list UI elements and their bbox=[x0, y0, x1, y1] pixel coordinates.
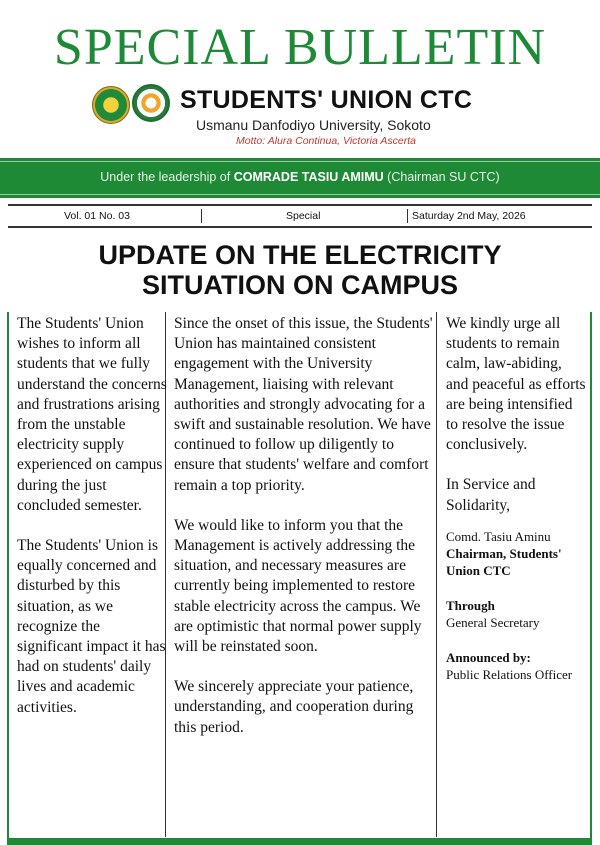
article-column-3 bbox=[446, 314, 586, 701]
signatory-title: Chairman, Students' Union CTC bbox=[446, 545, 562, 578]
paragraph: We sincerely appreciate your patience, understanding, and cooperation during this period. bbox=[174, 678, 414, 736]
through-label: Through bbox=[446, 597, 495, 613]
issue-date: Saturday 2nd May, 2026 bbox=[412, 210, 526, 222]
leader-name: COMRADE TASIU AMIMU bbox=[233, 170, 384, 184]
article-column-1 bbox=[17, 314, 167, 738]
leadership-banner bbox=[0, 158, 600, 198]
headline-line-1: UPDATE ON THE ELECTRICITY bbox=[98, 240, 502, 270]
signatory-block bbox=[446, 528, 586, 579]
page-frame-right bbox=[590, 312, 592, 845]
paragraph: We would like to inform you that the Management is actively addressing the situation, and necessary measures are currently being implemented to restore stable electricity across the campus. We are optimistic that normal power supply will be reinstated soon. bbox=[174, 516, 422, 656]
page-frame-bottom bbox=[7, 838, 592, 845]
org-motto: Motto: Alura Continua, Victoria Ascerta bbox=[236, 135, 416, 147]
page-frame-left bbox=[7, 312, 9, 845]
announced-block bbox=[446, 649, 586, 683]
headline-line-2: SITUATION ON CAMPUS bbox=[142, 270, 458, 300]
leadership-text bbox=[0, 170, 600, 185]
paragraph: We kindly urge all students to remain calm, law-abiding, and peaceful as efforts are being intensified to resolve the issue conclusively. bbox=[446, 315, 586, 454]
university-logo-icon bbox=[92, 86, 130, 124]
column-divider bbox=[436, 312, 437, 837]
university-name: Usmanu Danfodiyo University, Sokoto bbox=[196, 117, 431, 133]
signatory-name: Comd. Tasiu Aminu bbox=[446, 528, 551, 544]
leadership-prefix: Under the leadership of bbox=[100, 170, 234, 184]
leadership-suffix: (Chairman SU CTC) bbox=[383, 170, 500, 184]
issue-volume: Vol. 01 No. 03 bbox=[64, 210, 130, 222]
announced-label: Announced by: bbox=[446, 649, 531, 665]
issue-info-bar bbox=[8, 204, 592, 228]
announced-value: Public Relations Officer bbox=[446, 666, 573, 682]
headline bbox=[0, 240, 600, 300]
issue-divider bbox=[201, 209, 202, 223]
paragraph: The Students' Union is equally concerned and disturbed by this situation, as we recognize the significant impact it has had on students' daily lives and academic activities. bbox=[17, 537, 166, 716]
closing-line: In Service and Solidarity, bbox=[446, 476, 536, 514]
through-value: General Secretary bbox=[446, 614, 540, 630]
article-column-2 bbox=[174, 314, 434, 758]
issue-divider bbox=[407, 209, 408, 223]
issue-type: Special bbox=[286, 210, 321, 222]
bulletin-masthead: SPECIAL BULLETIN bbox=[53, 19, 547, 76]
logo-group bbox=[92, 84, 172, 124]
students-union-logo-icon bbox=[132, 84, 170, 122]
org-name: STUDENTS' UNION CTC bbox=[180, 86, 473, 114]
paragraph: Since the onset of this issue, the Students' Union has maintained consistent engagement with the University Management, liaising with relevant authorities and strongly advocating for a swift and sustainable resolution. We have continued to follow up diligently to ensure that students' welfare and comfort remain a top priority. bbox=[174, 315, 433, 494]
through-block bbox=[446, 597, 586, 631]
paragraph: The Students' Union wishes to inform all students that we fully understand the concerns and frustrations arising from the unstable electricity supply experienced on campus during the just concluded semester. bbox=[17, 315, 167, 514]
